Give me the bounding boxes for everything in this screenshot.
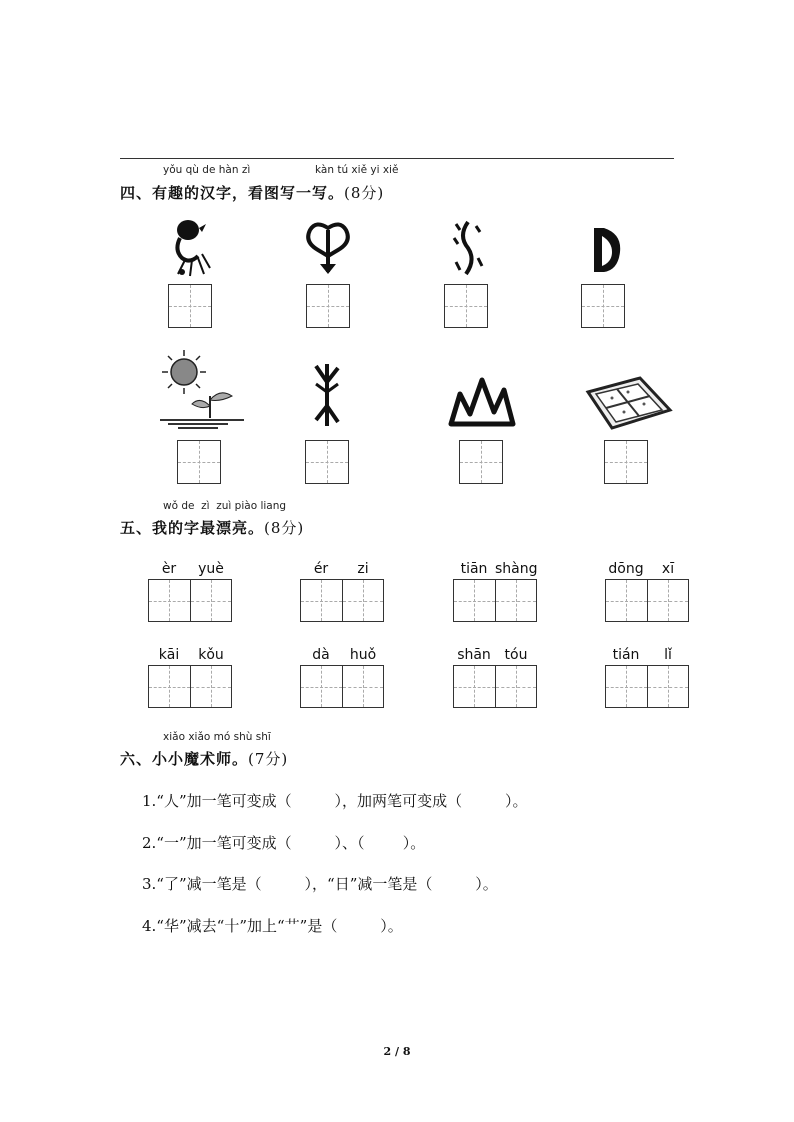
syllable: shàng [495, 561, 538, 577]
heart-pictograph-icon [304, 222, 352, 278]
section4-pinyin-b: kàn tú xiě yi xiě [315, 164, 399, 176]
section6-pinyin: xiǎo xiǎo mó shù shī [163, 731, 271, 743]
syllable: shān [457, 647, 491, 663]
answer-box[interactable] [444, 284, 488, 328]
syllable: dà [312, 647, 330, 663]
section4-heading [120, 182, 384, 203]
syllable: xī [661, 561, 675, 577]
syllable: dōng [608, 561, 644, 577]
syllable: èr [161, 561, 177, 577]
writing-box-pair[interactable] [148, 579, 232, 622]
answer-box[interactable] [459, 440, 503, 484]
section5-heading [120, 517, 304, 538]
section5-points: (8分) [264, 519, 305, 537]
section6-heading [120, 748, 288, 769]
writing-box-pair[interactable] [148, 665, 232, 708]
section5-title: 五、我的字最漂亮。 [120, 519, 265, 537]
writing-box-pair[interactable] [605, 665, 689, 708]
answer-box[interactable] [168, 284, 212, 328]
writing-box-pair[interactable] [605, 579, 689, 622]
tree-pictograph-icon [312, 362, 342, 428]
question-4: 4.“华”减去“十”加上“艹”是（ ）。 [142, 917, 403, 935]
section4-points: (8分) [344, 184, 385, 202]
question-1: 1.“人”加一笔可变成（ ），加两笔可变成（ ）。 [142, 792, 528, 810]
question-2: 2.“一”加一笔可变成（ ）、（ ）。 [142, 834, 426, 852]
section4-title: 四、有趣的汉字，看图写一写。 [120, 184, 345, 202]
syllable: lǐ [664, 647, 672, 663]
syllable: ér [313, 561, 329, 577]
water-pictograph-icon [450, 218, 484, 278]
answer-box[interactable] [306, 284, 350, 328]
page-number: 2 / 8 [383, 1045, 411, 1058]
syllable: yuè [198, 561, 224, 577]
section6-title: 六、小小魔术师。 [120, 750, 249, 768]
sun-sprout-picture-icon [158, 344, 246, 430]
syllable: huǒ [349, 647, 377, 663]
bird-pictograph-icon [168, 216, 210, 278]
writing-box-pair[interactable] [300, 665, 384, 708]
answer-box[interactable] [581, 284, 625, 328]
syllable: tóu [504, 647, 528, 663]
syllable: tián [612, 647, 640, 663]
syllable: kǒu [198, 647, 224, 663]
section6-points: (7分) [248, 750, 289, 768]
writing-box-pair[interactable] [453, 665, 537, 708]
syllable: zi [357, 561, 369, 577]
mountain-pictograph-icon [448, 376, 516, 428]
question-3: 3.“了”减一笔是（ ），“日”减一笔是（ ）。 [142, 875, 498, 893]
section4-pinyin-a: yǒu qù de hàn zì [163, 164, 251, 176]
writing-box-pair[interactable] [453, 579, 537, 622]
syllable: tiān [460, 561, 488, 577]
answer-box[interactable] [305, 440, 349, 484]
answer-box[interactable] [604, 440, 648, 484]
writing-box-pair[interactable] [300, 579, 384, 622]
top-rule [120, 158, 674, 159]
answer-box[interactable] [177, 440, 221, 484]
field-picture-icon [582, 374, 672, 432]
syllable: kāi [158, 647, 180, 663]
section5-pinyin: wǒ de zì zuì piào liang [163, 500, 287, 512]
moon-pictograph-icon [590, 224, 624, 276]
